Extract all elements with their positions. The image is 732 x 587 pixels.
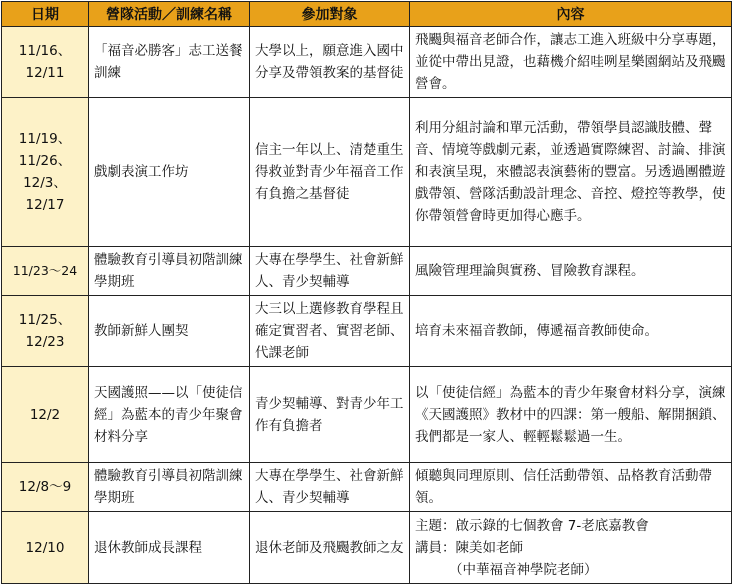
date-cell [2,367,89,463]
activity-name-cell: 教師新鮮人團契 [89,296,250,367]
date-line: 11/23～24 [12,263,78,278]
activity-name-cell: 體驗教育引導員初階訓練學期班 [89,463,250,512]
content-cell: 以「使徒信經」為藍本的青少年聚會材料分享，演練《天國護照》教材中的四課：第一艘船、解開捆鎖、我們都是一家人、輕輕鬆鬆過一生。 [410,367,732,463]
table-row [2,247,732,296]
date-line: 11/26、 [18,153,72,169]
date-line: 11/25、 [18,312,72,328]
content-speaker-line: 講員：陳美如老師 [415,539,523,556]
target-cell: 大學以上，願意進入國中分享及帶領教案的基督徒 [250,27,410,98]
content-affiliation-line: （中華福音神學院老師） [449,561,598,578]
activity-name-cell: 天國護照——以「使徒信經」為藍本的青少年聚會材料分享 [89,367,250,463]
date-cell [2,296,89,367]
target-cell: 退休老師及飛颺教師之友 [250,512,410,584]
date-line: 12/8～9 [18,479,72,495]
content-cell: 培育未來福音教師，傳遞福音教師使命。 [410,296,732,367]
table-row [2,463,732,512]
schedule-table [1,1,732,584]
header-content: 內容 [410,2,732,27]
activity-name-cell: 退休教師成長課程 [89,512,250,584]
target-cell: 大三以上選修教育學程且確定實習者、實習老師、代課老師 [250,296,410,367]
table-row [2,512,732,584]
date-line: 12/17 [25,197,65,213]
date-cell [2,27,89,98]
header-date: 日期 [2,2,89,27]
activity-name-cell: 體驗教育引導員初階訓練學期班 [89,247,250,296]
content-cell: 傾聽與同理原則、信任活動帶領、品格教育活動帶領。 [410,463,732,512]
table-row [2,367,732,463]
date-cell [2,463,89,512]
date-line: 11/16、 [18,43,72,59]
date-line: 11/19、 [18,131,72,147]
date-cell [2,98,89,247]
table-row [2,296,732,367]
table-row [2,98,732,247]
date-line: 12/10 [25,539,65,556]
activity-name-cell: 「福音必勝客」志工送餐訓練 [89,27,250,98]
date-line: 12/2 [29,406,61,423]
header-activity-name: 營隊活動／訓練名稱 [89,2,250,27]
date-line: 12/11 [25,65,65,81]
target-cell: 信主一年以上、清楚重生得救並對青少年福音工作有負擔之基督徒 [250,98,410,247]
content-cell: 飛颺與福音老師合作，讓志工進入班級中分享專題，並從中帶出見證，也藉機介紹哇咧星樂園網站及飛颺營會。 [410,27,732,98]
header-target: 參加對象 [250,2,410,27]
target-cell: 大專在學學生、社會新鮮人、青少契輔導 [250,247,410,296]
target-cell: 青少契輔導、對青少年工作有負擔者 [250,367,410,463]
target-cell: 大專在學學生、社會新鮮人、青少契輔導 [250,463,410,512]
activity-name-cell: 戲劇表演工作坊 [89,98,250,247]
date-line: 12/23 [25,334,65,350]
content-cell [410,512,732,584]
content-topic-line: 主題：啟示錄的七個教會 7-老底嘉教會 [415,517,649,534]
header-row [2,2,732,27]
table-row [2,27,732,98]
date-line: 12/3、 [23,175,67,191]
date-cell [2,247,89,296]
content-cell: 利用分組討論和單元活動，帶領學員認識肢體、聲音、情境等戲劇元素，並透過實際練習、討論、排演和表演呈現，來體認表演藝術的豐富。另透過團體遊戲帶領、營隊活動設計理念、音控、燈控等教學，使你帶領營會時更加得心應手。 [410,98,732,247]
date-cell [2,512,89,584]
content-cell: 風險管理理論與實務、冒險教育課程。 [410,247,732,296]
